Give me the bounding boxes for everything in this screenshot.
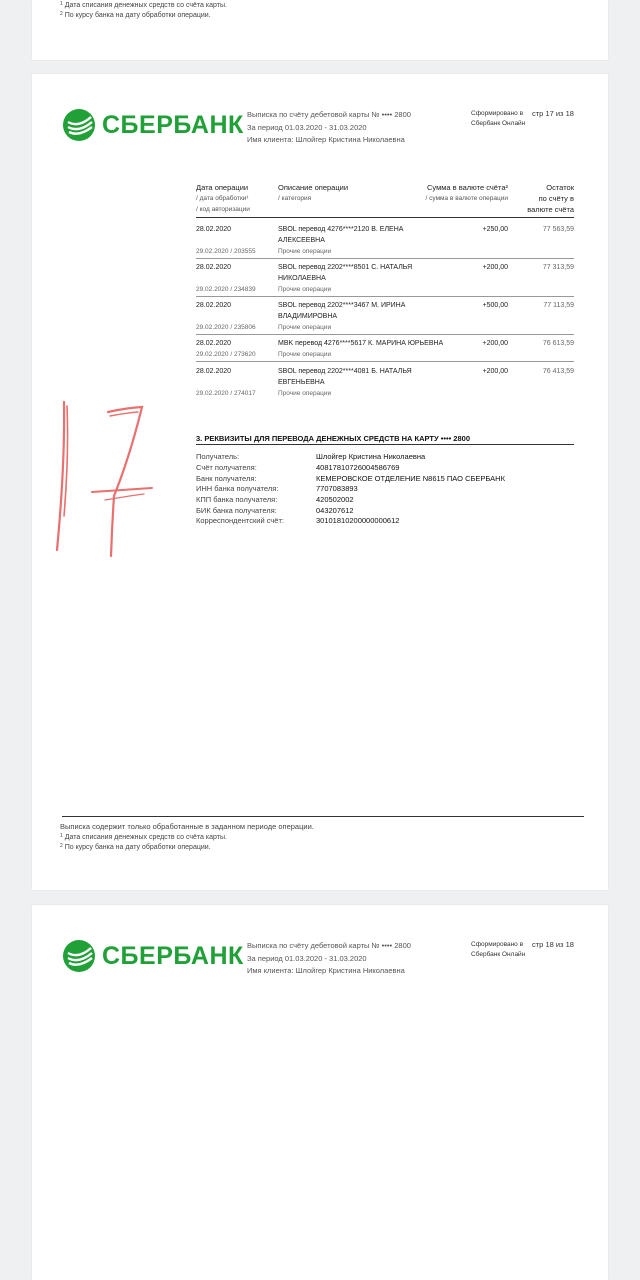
bank-name: СБЕРБАНК [102, 942, 244, 970]
col-sum-header [426, 182, 508, 204]
row-processing: 29.02.2020 / 235806 [196, 324, 256, 331]
requisite-label: Счёт получателя: [196, 463, 257, 472]
row-description: MBK перевод 4276****5617 К. МАРИНА ЮРЬЕВНА [278, 340, 444, 347]
row-balance: 77 563,59 [542, 226, 574, 233]
statement-period: За период 01.03.2020 - 31.03.2020 [247, 122, 367, 132]
col-balance-title1: Остаток [546, 183, 574, 192]
requisite-label: Получатель: [196, 452, 240, 461]
requisite-label: БИК банка получателя: [196, 506, 277, 515]
formed-line2: Сбербанк Онлайн [471, 120, 526, 127]
requisite-value: Шлойгер Кристина Николаевна [316, 452, 426, 461]
row-description: SBOL перевод 2202****8501 С. НАТАЛЬЯ НИКОЛАЕВНА [278, 264, 413, 282]
row-processing: 29.02.2020 / 274017 [196, 390, 256, 397]
row-description: SBOL перевод 2202****4081 Б. НАТАЛЬЯ ЕВГЕНЬЕВНА [278, 368, 412, 386]
row-date: 28.02.2020 [196, 340, 232, 347]
formed-line1: Сформировано в [471, 941, 524, 948]
requisite-label: Корреспондентский счёт: [196, 516, 284, 525]
row-divider [196, 258, 574, 259]
row-description: SBOL перевод 2202****3467 М. ИРИНА ВЛАДИМИРОВНА [278, 302, 406, 320]
col-date-header [196, 182, 250, 215]
row-category: Прочие операции [278, 286, 332, 293]
page-number: стр 17 из 18 [532, 109, 574, 118]
processed-note: Выписка содержит только обработанные в заданном периоде операции. [60, 822, 314, 831]
formed-in [471, 940, 525, 960]
row-processing: 29.02.2020 / 273620 [196, 351, 256, 358]
formed-in [471, 109, 525, 129]
col-desc-sub: / категория [278, 195, 312, 202]
previous-page-fragment [32, 0, 608, 60]
row-amount: +500,00 [482, 302, 508, 309]
statement-title: Выписка по счёту дебетовой карты № •••• 2800 [247, 941, 411, 950]
requisite-value: 420502002 [316, 495, 354, 504]
col-desc-header [278, 182, 348, 204]
requisites-divider [196, 444, 574, 445]
col-balance-title3: валюте счёта [527, 205, 574, 214]
sberbank-logo [62, 108, 244, 144]
row-balance: 77 313,59 [542, 264, 574, 271]
footnote-2: $^2$ По курсу банка на дату обработки операции. [60, 843, 211, 851]
row-processing: 29.02.2020 / 203555 [196, 248, 256, 255]
bank-name: СБЕРБАНК [102, 111, 244, 139]
client-name: Имя клиента: Шлойгер Кристина Николаевна [247, 966, 405, 975]
row-divider [196, 296, 574, 297]
sberbank-logo-icon [62, 939, 96, 973]
footnote-1: $^1$ Дата списания денежных средств со счёта карты. [60, 833, 227, 841]
col-sum-sub: / сумма в валюте операции [425, 195, 508, 202]
statement-page-18 [32, 905, 608, 1280]
requisite-value: 043207612 [316, 506, 354, 515]
client-name: Имя клиента: Шлойгер Кристина Николаевна [247, 135, 405, 144]
col-date-title: Дата операции [196, 183, 249, 192]
requisite-label: Банк получателя: [196, 474, 257, 483]
row-divider [196, 334, 574, 335]
requisites-title: 3. РЕКВИЗИТЫ ДЛЯ ПЕРЕВОДА ДЕНЕЖНЫХ СРЕДСТВ НА КАРТУ •••• 2800 [196, 434, 470, 443]
col-desc-title: Описание операции [278, 183, 349, 192]
row-date: 28.02.2020 [196, 368, 232, 375]
row-description: SBOL перевод 4276****2120 В. ЕЛЕНА АЛЕКСЕЕВНА [278, 226, 404, 244]
page-number: стр 18 из 18 [532, 940, 574, 949]
formed-line1: Сформировано в [471, 110, 524, 117]
col-balance-title2: по счёту в [538, 194, 574, 203]
col-date-sub1: / дата обработки¹ [196, 195, 249, 202]
footnote-2: $^2$ По курсу банка на дату обработки операции. [60, 11, 211, 19]
requisite-value: 7707083893 [316, 484, 358, 493]
row-date: 28.02.2020 [196, 226, 232, 233]
statement-title: Выписка по счёту дебетовой карты № •••• 2800 [247, 110, 411, 119]
footnote-1: $^1$ Дата списания денежных средств со счёта карты. [60, 1, 227, 9]
requisite-value: 30101810200000000612 [316, 516, 400, 525]
row-amount: +200,00 [482, 340, 508, 347]
row-category: Прочие операции [278, 324, 332, 331]
row-date: 28.02.2020 [196, 264, 232, 271]
row-amount: +250,00 [482, 226, 508, 233]
handwritten-page-number [50, 396, 160, 560]
row-date: 28.02.2020 [196, 302, 232, 309]
requisite-value: КЕМЕРОВСКОЕ ОТДЕЛЕНИЕ N8615 ПАО СБЕРБАНК [316, 474, 505, 483]
header-divider [196, 217, 574, 218]
statement-info [247, 109, 411, 147]
row-amount: +200,00 [482, 368, 508, 375]
sberbank-logo-icon [62, 108, 96, 142]
statement-period: За период 01.03.2020 - 31.03.2020 [247, 953, 367, 963]
col-balance-header [527, 182, 574, 215]
sberbank-logo [62, 939, 244, 975]
row-processing: 29.02.2020 / 234839 [196, 286, 256, 293]
requisite-label: КПП банка получателя: [196, 495, 278, 504]
row-amount: +200,00 [482, 264, 508, 271]
requisite-label: ИНН банка получателя: [196, 484, 279, 493]
row-category: Прочие операции [278, 390, 332, 397]
row-divider [196, 361, 574, 362]
statement-info [247, 940, 411, 978]
col-sum-title: Сумма в валюте счёта² [427, 183, 508, 192]
row-balance: 77 113,59 [543, 302, 574, 309]
col-date-sub2: / код авторизации [196, 206, 250, 213]
row-category: Прочие операции [278, 248, 332, 255]
formed-line2: Сбербанк Онлайн [471, 951, 526, 958]
footer-divider [62, 816, 584, 817]
requisite-value: 40817810726004586769 [316, 463, 400, 472]
row-balance: 76 413,59 [542, 368, 574, 375]
row-balance: 76 613,59 [542, 340, 574, 347]
row-category: Прочие операции [278, 351, 332, 358]
